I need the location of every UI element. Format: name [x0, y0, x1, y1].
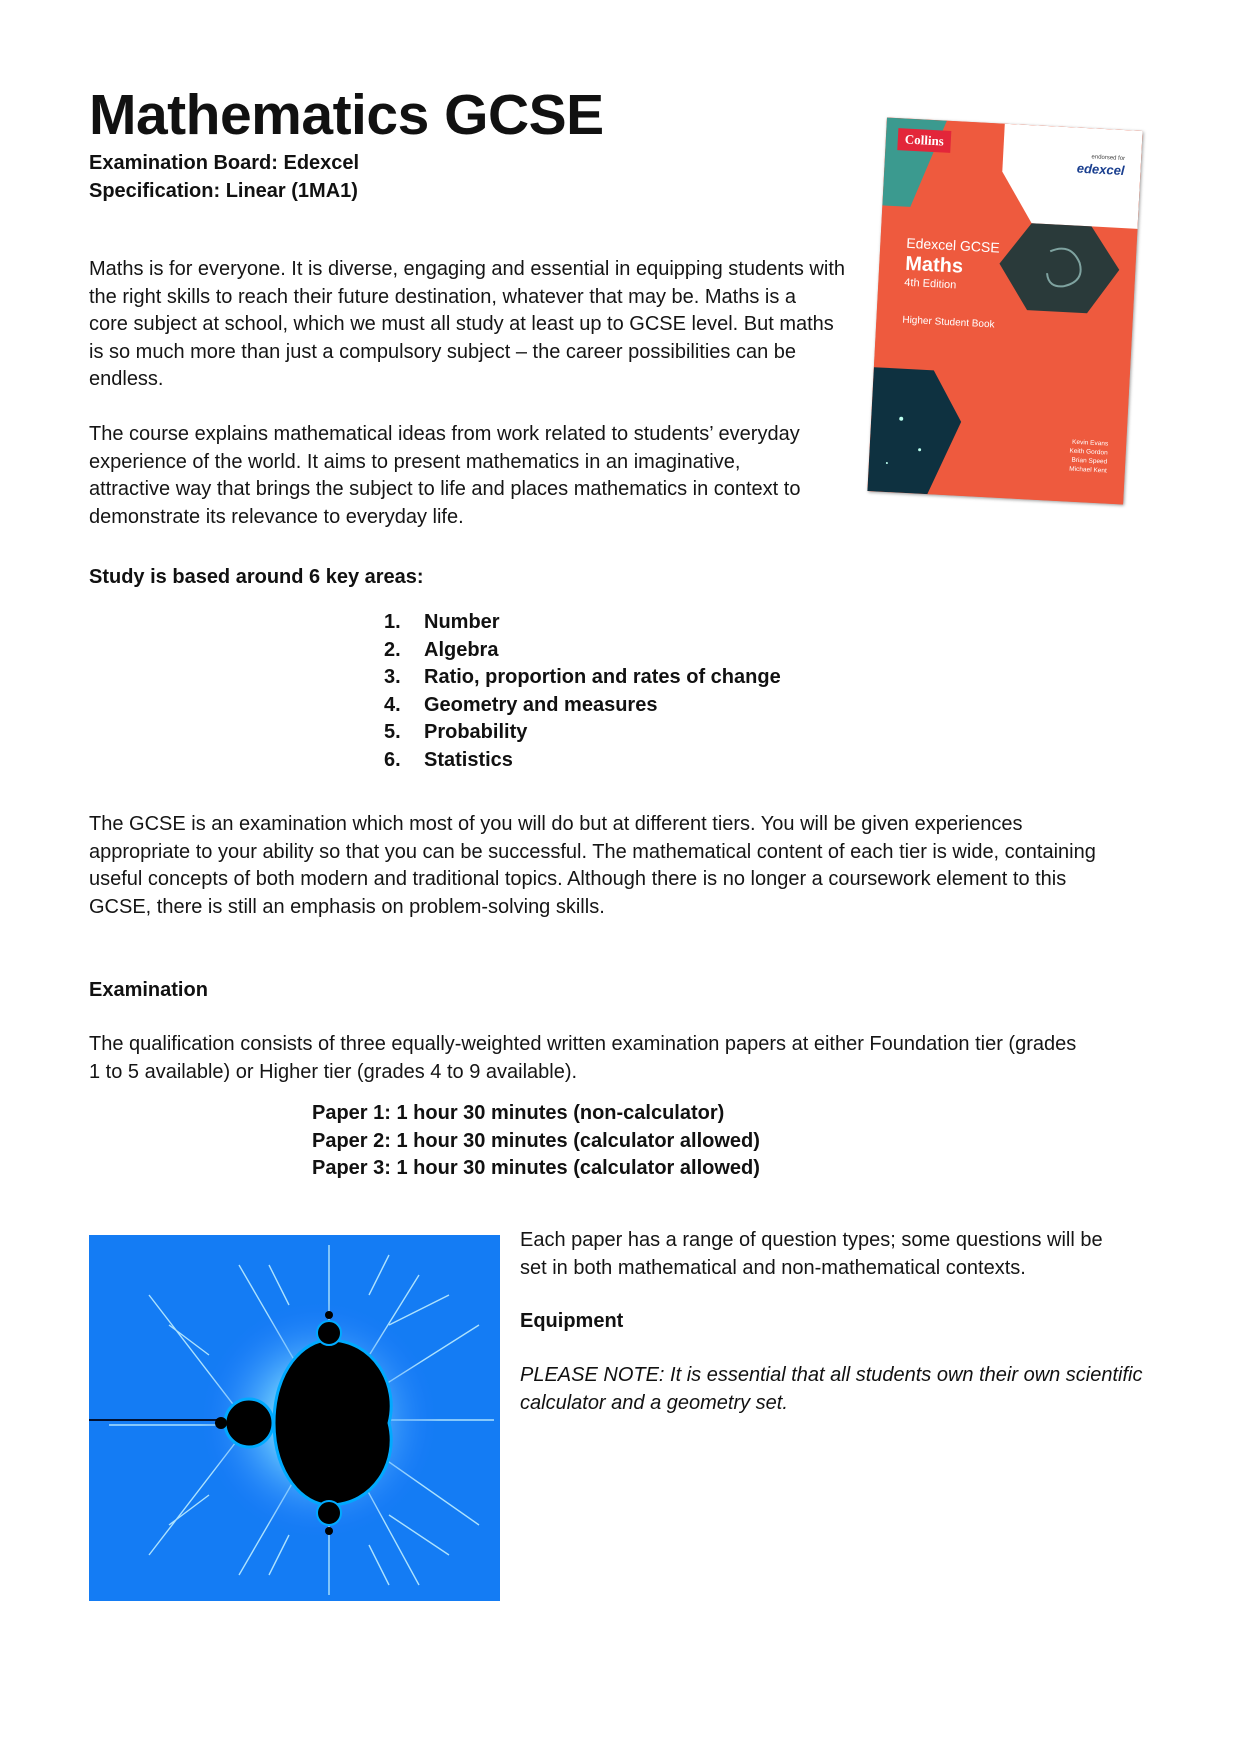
exam-board: Examination Board: Edexcel — [89, 152, 360, 174]
text-line: useful concepts of both modern and traditional topics. Although there is no longer a coursework element to this — [89, 868, 1067, 890]
book-endorsement — [1076, 154, 1125, 180]
intro-paragraph-2 — [89, 421, 800, 531]
text-line: set in both mathematical and non-mathematical contexts. — [520, 1256, 1026, 1279]
paper-item: Paper 3: 1 hour 30 minutes (calculator allowed) — [312, 1157, 760, 1179]
text-line: calculator and a geometry set. — [520, 1391, 788, 1414]
text-line: The GCSE is an examination which most of you will do but at different tiers. You will be given experiences — [89, 813, 1023, 835]
text-line: Maths is for everyone. It is diverse, engaging and essential in equipping students with — [89, 258, 845, 280]
examination-heading: Examination — [89, 979, 208, 1001]
list-item: 3. Ratio, proportion and rates of change — [384, 666, 781, 688]
book-author: Brian Speed — [1071, 456, 1108, 466]
paper-item: Paper 2: 1 hour 30 minutes (calculator allowed) — [312, 1129, 760, 1152]
key-areas-heading: Study is based around 6 key areas: — [89, 566, 424, 588]
text-line: PLEASE NOTE: It is essential that all students own their own scientific — [520, 1364, 1143, 1386]
text-line: experience of the world. It aims to present mathematics in an imaginative, — [89, 450, 741, 473]
text-line: appropriate to your ability so that you can be successful. The mathematical content of each tier is wide, containing — [89, 840, 1096, 863]
book-series: Edexcel GCSE — [906, 234, 1001, 256]
book-subject: Maths — [904, 252, 964, 278]
book-cover-image — [867, 118, 1142, 505]
list-item: 5. Probability — [384, 721, 528, 743]
book-edition: 4th Edition — [904, 276, 957, 292]
paper-item: Paper 1: 1 hour 30 minutes (non-calculator) — [312, 1102, 725, 1124]
book-author: Michael Kent — [1069, 465, 1107, 475]
mandelbrot-fractal-artwork — [89, 1235, 500, 1601]
text-line: core subject at school, which we must all study at least up to GCSE level. But maths — [89, 313, 834, 335]
book-level: Higher Student Book — [902, 314, 995, 331]
list-item: 4. Geometry and measures — [384, 693, 658, 716]
endorsed-for-label: endorsed for — [1091, 154, 1126, 163]
text-line: the right skills to reach their future destination, whatever that may be. Maths is a — [89, 285, 797, 308]
specification: Specification: Linear (1MA1) — [89, 180, 358, 202]
text-line: endless. — [89, 368, 164, 390]
examination-text — [89, 1031, 1076, 1086]
endorser-logo: edexcel — [1076, 160, 1125, 179]
mandelbrot-fractal-image — [89, 1235, 500, 1601]
equipment-heading: Equipment — [520, 1310, 624, 1332]
book-authors — [1068, 438, 1108, 476]
list-item: 2. Algebra — [384, 638, 499, 661]
tiers-paragraph — [89, 811, 1096, 921]
text-line: 1 to 5 available) or Higher tier (grades 4 to 9 available). — [89, 1060, 578, 1083]
equipment-note — [520, 1362, 1160, 1417]
text-line: The course explains mathematical ideas from work related to students’ everyday — [89, 423, 800, 445]
question-types-text — [520, 1227, 1103, 1282]
book-publisher-logo: Collins — [897, 128, 951, 153]
list-item: 1. Number — [384, 611, 500, 633]
text-line: Each paper has a range of question types; some questions will be — [520, 1229, 1103, 1251]
list-item: 6. Statistics — [384, 748, 513, 771]
book-author: Keith Gordon — [1069, 447, 1108, 457]
key-areas-list — [384, 609, 781, 774]
text-line: GCSE, there is still an emphasis on problem-solving skills. — [89, 895, 605, 918]
text-line: is so much more than just a compulsory subject – the career possibilities can be — [89, 340, 797, 363]
page-title: Mathematics GCSE — [89, 83, 604, 147]
text-line: demonstrate its relevance to everyday life. — [89, 505, 464, 528]
intro-paragraph-1 — [89, 256, 845, 394]
book-author: Kevin Evans — [1071, 438, 1109, 448]
text-line: The qualification consists of three equally-weighted written examination papers at either Foundation tier (grades — [89, 1033, 1077, 1055]
papers-list — [312, 1100, 760, 1183]
text-line: attractive way that brings the subject to life and places mathematics in context to — [89, 478, 801, 500]
